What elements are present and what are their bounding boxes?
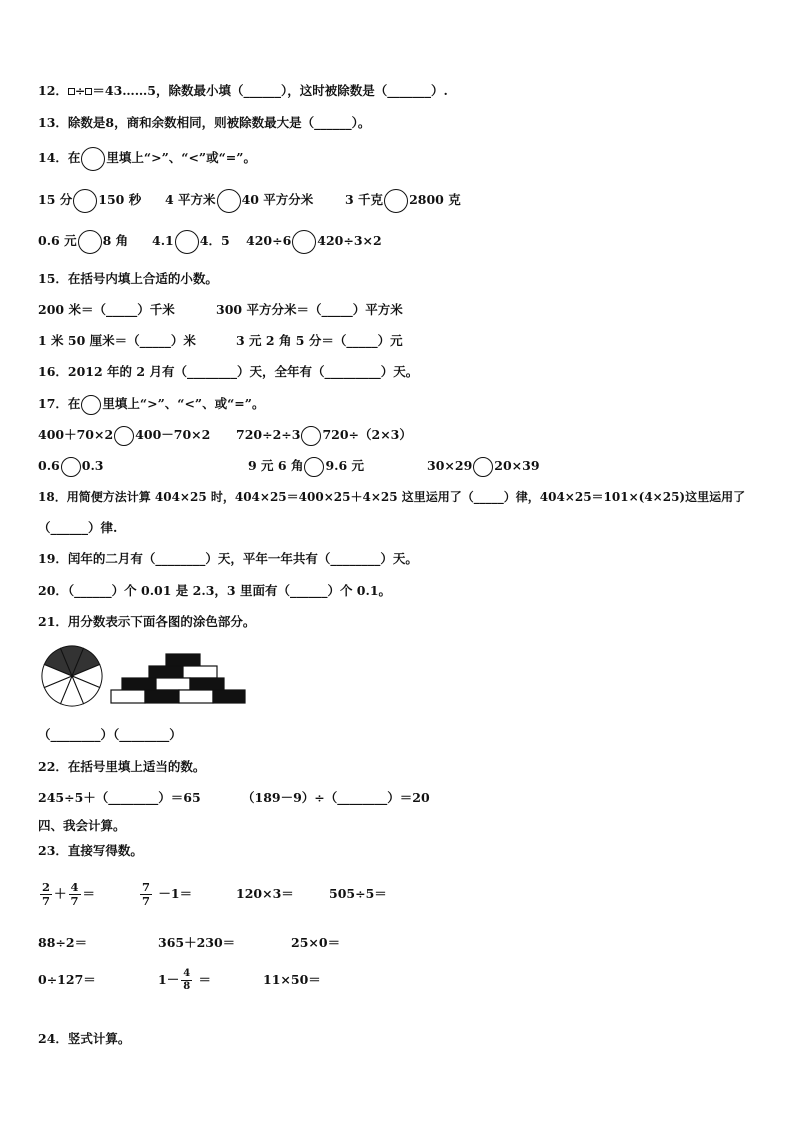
brick: [190, 678, 224, 690]
q14-41: 4.1: [152, 233, 174, 248]
q23-item-10: 11×50＝: [263, 972, 321, 987]
q17-a-right: 400－70×2: [135, 427, 211, 442]
q12-op: ÷: [74, 83, 86, 98]
q17-a: [38, 424, 210, 446]
q23-item-6: 365＋230＝: [158, 935, 236, 950]
q19: 19．闰年的二月有（________）天，平年一年共有（________）天。: [38, 551, 418, 566]
q22-b: （189－9）÷（________）＝20: [242, 790, 430, 805]
fraction: [140, 881, 152, 908]
numerator: 7: [142, 880, 151, 894]
pie-figure: [40, 644, 104, 708]
q14-row1-c: [345, 187, 461, 213]
q14-40dm2: 40 平方分米: [241, 192, 314, 207]
q14-3kg: 3 千克: [345, 192, 384, 207]
q16: 16．2012 年的 2 月有（________）天，全年有（_________）天。: [38, 364, 419, 379]
q12: [38, 83, 448, 99]
q15-c: 1 米 50 厘米＝（_____）米: [38, 333, 196, 348]
fraction: [40, 881, 52, 908]
circle-icon[interactable]: [304, 457, 324, 477]
q14-4m2: 4 平方米: [165, 192, 216, 207]
q17-c-left: 0.6: [38, 458, 60, 473]
circle-icon[interactable]: [473, 457, 493, 477]
plus-sign: ＋: [54, 886, 67, 901]
q14-row2-a: [38, 228, 128, 254]
circle-icon[interactable]: [81, 147, 105, 171]
denominator: 7: [142, 894, 151, 908]
q17-e-left: 30×29: [427, 458, 473, 473]
q14-2800g: 2800 克: [409, 192, 461, 207]
q14-head: [38, 146, 256, 171]
circle-icon[interactable]: [114, 426, 134, 446]
q17-a-left: 400＋70×2: [38, 427, 114, 442]
brick: [111, 690, 145, 703]
circle-icon[interactable]: [78, 230, 102, 254]
numerator: 2: [42, 880, 51, 894]
equals-sign: ＝: [198, 972, 212, 987]
section-4-title: 四、我会计算。: [38, 818, 126, 833]
fraction: [69, 881, 81, 908]
equals-sign: ＝: [82, 886, 96, 901]
brick: [183, 666, 217, 678]
q20: 20．（______）个 0.01 是 2.3，3 里面有（______）个 0.1。: [38, 583, 392, 598]
circle-icon[interactable]: [175, 230, 199, 254]
circle-icon[interactable]: [81, 395, 101, 415]
circle-icon[interactable]: [384, 189, 408, 213]
q23-head: 23．直接写得数。: [38, 843, 143, 858]
q17-c-right: 0.3: [81, 458, 104, 473]
fraction: [181, 968, 192, 993]
q23-item-3: 120×3＝: [236, 886, 294, 901]
q15-d: 3 元 2 角 5 分＝（_____）元: [236, 333, 403, 348]
q18-line1: 18．用简便方法计算 404×25 时，404×25＝400×25＋4×25 这里运用了（_____）律，404×25＝101×(4×25)这里运用了: [38, 490, 746, 504]
q23-item-1: [38, 878, 95, 910]
q23-item-4: 505÷5＝: [329, 886, 387, 901]
q17-d: [248, 455, 364, 477]
q24: 24．竖式计算。: [38, 1031, 131, 1046]
brick-figure: [108, 652, 248, 708]
q14-420div6: 420÷6: [246, 233, 292, 248]
q17-e-right: 20×39: [494, 458, 540, 473]
q17-e: [427, 455, 540, 477]
q14-row1-a: [38, 187, 141, 213]
numerator: 4: [70, 880, 79, 894]
q17-head-b: 里填上“>”、“<”、或“=”。: [102, 396, 265, 411]
q17-b-left: 720÷2÷3: [236, 427, 301, 442]
q14-8jiao: 8 角: [102, 233, 129, 248]
denominator: 8: [183, 981, 191, 992]
q21-answers: （________）（________）: [38, 727, 182, 742]
brick: [149, 666, 183, 678]
q15-a: 200 米＝（_____）千米: [38, 302, 175, 317]
q18-line2: （______）律.: [38, 520, 118, 535]
q17-d-right: 9.6 元: [325, 458, 365, 473]
brick: [166, 654, 200, 666]
circle-icon[interactable]: [73, 189, 97, 213]
q14-06yuan: 0.6 元: [38, 233, 77, 248]
q23-item-9: [158, 964, 211, 996]
q17-head-a: 17．在: [38, 396, 81, 411]
q23-item-2: [138, 878, 192, 910]
q14-150sec: 150 秒: [98, 192, 142, 207]
q22-head: 22．在括号里填上适当的数。: [38, 759, 206, 774]
denominator: 7: [42, 894, 51, 908]
q23-minus-one: －1＝: [158, 886, 193, 901]
q17-c: [38, 455, 104, 477]
brick: [122, 678, 156, 690]
brick: [145, 690, 179, 703]
box-icon: [68, 88, 75, 95]
q14-15min: 15 分: [38, 192, 73, 207]
q21-head: 21．用分数表示下面各图的涂色部分。: [38, 614, 256, 629]
q17-b-right: 720÷（2×3）: [322, 427, 412, 442]
q17-d-left: 9 元 6 角: [248, 458, 304, 473]
q14-row1-b: [165, 187, 313, 213]
q23-item-8: 0÷127＝: [38, 972, 96, 987]
q15-head: 15．在括号内填上合适的小数。: [38, 271, 218, 286]
q23-item-7: 25×0＝: [291, 935, 341, 950]
brick: [213, 690, 245, 703]
q13: 13．除数是8，商和余数相同，则被除数最大是（______）。: [38, 115, 371, 130]
circle-icon[interactable]: [61, 457, 81, 477]
q14-row2-b: [152, 228, 230, 254]
q22-a: 245÷5＋（________）＝65: [38, 790, 201, 805]
q14-420div3x2: 420÷3×2: [317, 233, 382, 248]
q14-head-a: 14．在: [38, 150, 81, 165]
q15-b: 300 平方分米＝（_____）平方米: [216, 302, 403, 317]
q14-row2-c: [246, 228, 382, 254]
numerator: 4: [183, 968, 191, 979]
q17-b: [236, 424, 412, 446]
circle-icon[interactable]: [292, 230, 316, 254]
q12-text: ＝43……5，除数最小填（______），这时被除数是（_______）.: [92, 83, 448, 98]
brick: [156, 678, 190, 690]
q23-one-minus: 1－: [158, 972, 180, 987]
denominator: 7: [70, 894, 79, 908]
q14-head-b: 里填上“>”、“<”或“=”。: [106, 150, 256, 165]
q14-45: 4．5: [199, 233, 230, 248]
circle-icon[interactable]: [301, 426, 321, 446]
q23-item-5: 88÷2＝: [38, 935, 88, 950]
brick: [179, 690, 213, 703]
circle-icon[interactable]: [217, 189, 241, 213]
q12-number: 12．: [38, 83, 68, 98]
q17-head: [38, 393, 264, 415]
